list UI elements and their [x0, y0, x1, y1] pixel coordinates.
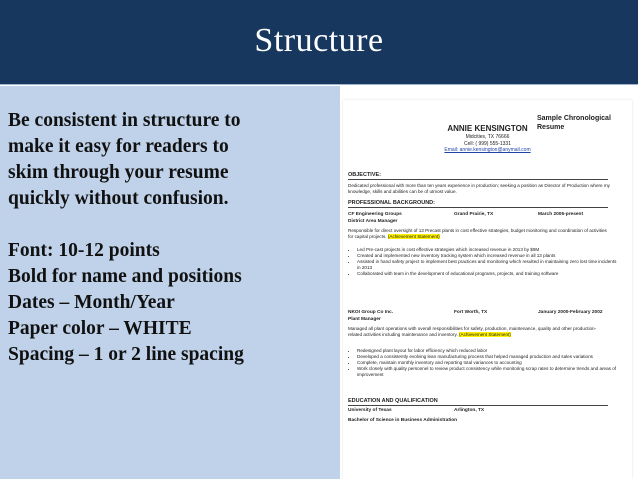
spacer	[8, 212, 338, 238]
job2-description: Managed all plant operations with overall responsibilities for safety, production, maintenance, quality and other production-related activities including maintenance and inventory. (Achievement Statement)	[348, 326, 597, 337]
job1-description: Responsible for direct oversight of 13 Precast plants in cost effective strategies, budget monitoring and coordination of activities for capital projects. (Achievement Statement)	[348, 228, 607, 239]
school-location: Arlington, TX	[454, 408, 485, 413]
bold-guideline: Bold for name and positions	[8, 266, 242, 287]
resume-education-heading: EDUCATION AND QUALIFICATION	[348, 398, 438, 404]
list-item: • Assisted in hand safety project to implement best practices and monitoring which resulted in maintaining zero lost time incidents in 2013	[357, 259, 619, 271]
resume-job2-row	[348, 310, 610, 315]
guideline-line: quickly without confusion.	[8, 188, 229, 209]
list-item: • Complete, maintain monthly inventory and reporting total variances to accounting	[357, 360, 619, 366]
slide-header	[0, 0, 638, 85]
resume-divider	[348, 179, 608, 180]
resume-divider	[348, 405, 608, 406]
job1-company: CF Engineering Groups	[348, 212, 402, 217]
list-item: • Work closely with quality personnel to review product consistency while monitoring scrap rates to determine trends and areas of improvement	[357, 366, 619, 378]
job1-dates: March 2005-present	[538, 212, 584, 217]
resume-sample-label: Sample Chronological Resume	[537, 115, 611, 131]
resume-objective-text: Dedicated professional with more than ten years experience in production; seeking a position as Director of Production where my knowledge, skills and abilities can be of utmost value.	[348, 183, 610, 194]
list-item: • Created and implemented new inventory tracking system which increased revenue in all 13 plants	[357, 253, 619, 259]
spacing-guideline: Spacing – 1 or 2 line spacing	[8, 344, 244, 365]
paper-guideline: Paper color – WHITE	[8, 318, 192, 339]
font-guideline: Font: 10-12 points	[8, 240, 160, 261]
slide-title: Structure	[254, 22, 384, 59]
resume-objective-heading: OBJECTIVE:	[348, 172, 382, 178]
job2-company: NKOI Group Co Inc.	[348, 310, 394, 315]
resume-email: Email: annie.kensington@anymail.com	[444, 147, 531, 153]
list-item: • Redesigned plant layout for labor efficiency which reduced labor	[357, 348, 619, 354]
job1-title: District Area Manager	[348, 219, 398, 224]
resume-background-heading: PROFESSIONAL BACKGROUND:	[348, 200, 435, 206]
list-item: • Led Pre-cast projects in cost effective strategies which increased revenue in 2013 by $9M	[357, 247, 619, 253]
job2-dates: January 2000-February 2002	[538, 310, 603, 315]
job2-title: Plant Manager	[348, 317, 381, 322]
job1-location: Grand Prairie, TX	[454, 212, 494, 217]
resume-name: ANNIE KENSINGTON	[447, 124, 528, 133]
resume-divider	[348, 207, 608, 208]
resume-phone: Cell: ( 999) 555-1331	[464, 140, 511, 147]
list-item: • Developed a consistently evolving lean manufacturing process that helped managed production and sales variations	[357, 354, 619, 360]
resume-job1-row	[348, 212, 610, 217]
list-item: • Collaborated with team in the development of educational programs, projects, and training software	[357, 271, 619, 277]
guideline-line: make it easy for readers to	[8, 136, 229, 157]
achievement-highlight: (Achievement Statement)	[459, 332, 511, 337]
achievement-highlight: (Achievement Statement)	[387, 234, 440, 239]
dates-guideline: Dates – Month/Year	[8, 292, 175, 313]
structure-guidelines	[8, 108, 338, 368]
resume-degree: Bachelor of Science in Business Administration	[348, 418, 458, 423]
resume-contact	[343, 134, 632, 154]
job2-bullets	[348, 348, 619, 378]
sample-resume-image	[343, 100, 632, 479]
guideline-line: skim through your resume	[8, 162, 229, 183]
job2-location: Fort Worth, TX	[454, 310, 488, 315]
resume-school-row	[348, 408, 610, 413]
school-name: University of Texas	[348, 408, 392, 413]
guideline-line: Be consistent in structure to	[8, 110, 241, 131]
resume-address: Midcities, TX 76666	[465, 134, 510, 140]
job1-bullets	[348, 247, 619, 277]
